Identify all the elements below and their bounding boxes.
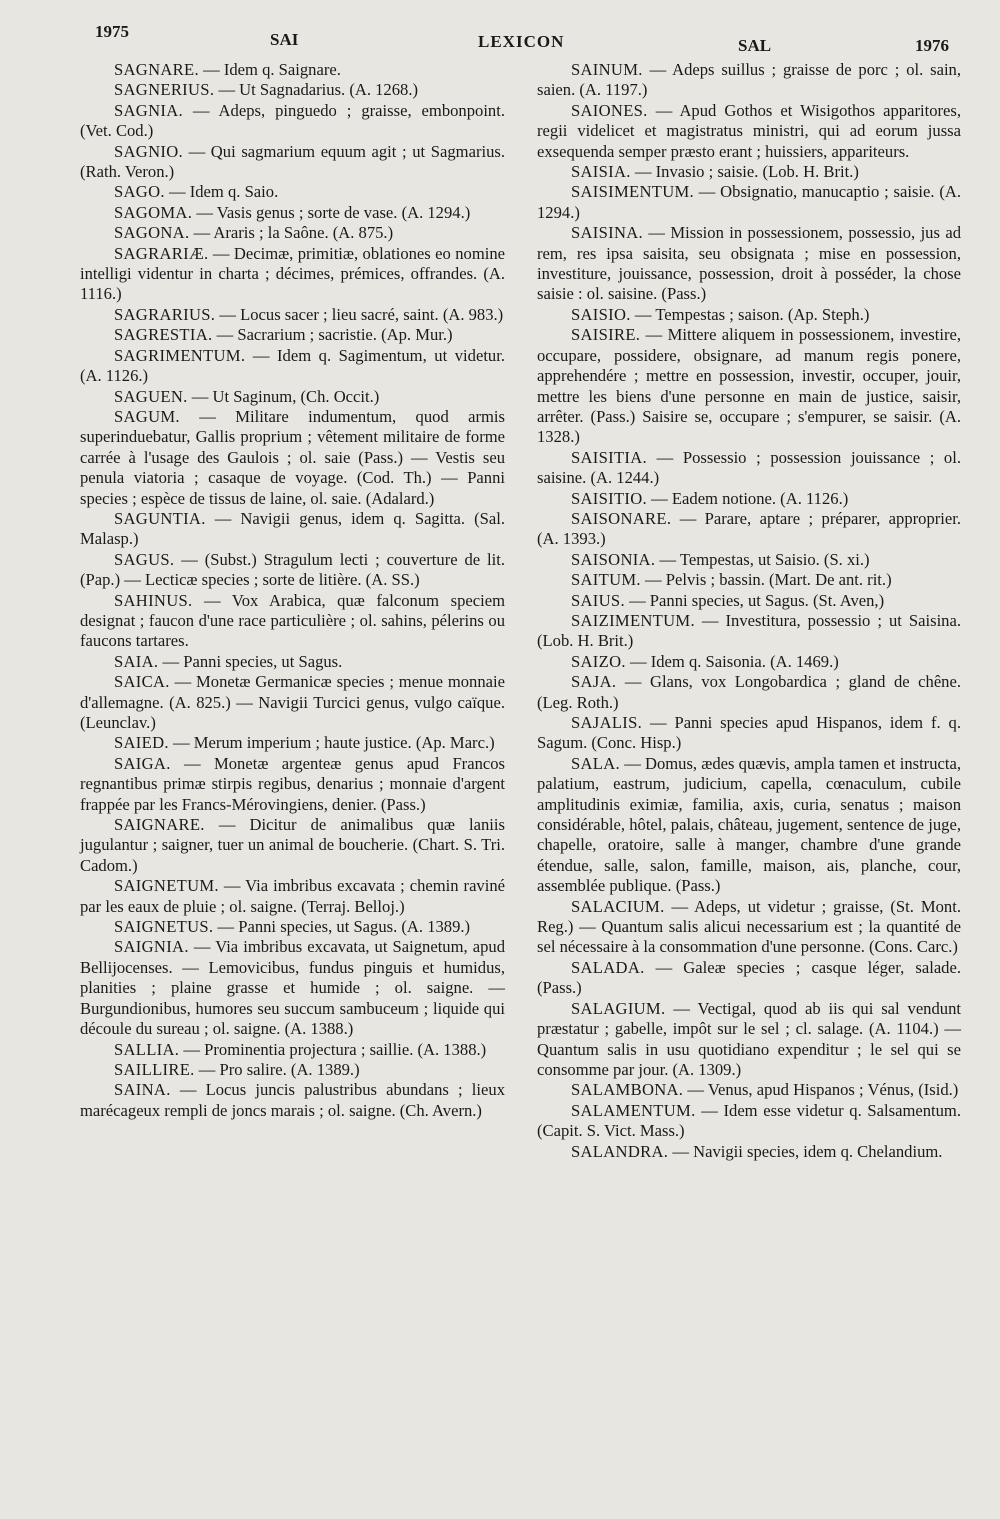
dictionary-entry bbox=[537, 958, 961, 999]
entry-definition: — Ut Sagnadarius. (A. 1268.) bbox=[218, 80, 418, 100]
dictionary-entry bbox=[80, 1080, 505, 1121]
dictionary-entry bbox=[537, 182, 961, 223]
entry-headword: SALLIA. bbox=[114, 1039, 180, 1059]
page-title: LEXICON bbox=[478, 32, 565, 51]
page-header bbox=[0, 0, 1000, 60]
left-column bbox=[80, 60, 505, 1121]
entry-headword: SAITUM. bbox=[571, 570, 641, 590]
entry-headword: SAINA. bbox=[114, 1080, 171, 1100]
entry-headword: SAGNERIUS. bbox=[114, 80, 215, 100]
entry-headword: SAHINUS. bbox=[114, 590, 193, 610]
entry-definition: — Idem q. Saio. bbox=[168, 182, 279, 202]
entry-definition: — Qui sagmarium equum agit ; ut Sagmarius. (Rath. Veron.) bbox=[80, 141, 505, 182]
dictionary-entry bbox=[80, 754, 505, 815]
dictionary-entry bbox=[537, 652, 961, 672]
dictionary-entry bbox=[80, 305, 505, 325]
entry-headword: SAJALIS. bbox=[571, 713, 643, 732]
dictionary-entry bbox=[80, 182, 505, 202]
dictionary-entry bbox=[537, 570, 961, 590]
entry-definition: — Apud Gothos et Wisigothos apparitores, regii videlicet et magistratus ministri, qui ad eorum jussa exsequenda semper præsto erant ; huissiers, appariteurs. bbox=[537, 100, 961, 161]
entry-headword: SAIGA. bbox=[114, 753, 171, 773]
entry-definition: — Galeæ species ; casque léger, salade. (Pass.) bbox=[537, 957, 961, 998]
entry-definition: — Monetæ Germanicæ species ; menue monnaie d'allemagne. (A. 825.) — Navigii Turcici genus, vulgo caïque. (Leunclav.) bbox=[80, 672, 505, 732]
entry-definition: — Investitura, possessio ; ut Saisina. (Lob. H. Brit.) bbox=[537, 610, 961, 651]
entry-headword: SAGRIMENTUM. bbox=[114, 345, 246, 365]
dictionary-entry bbox=[80, 591, 505, 652]
entry-definition: — Mittere aliquem in possessionem, investire, occupare, possidere, obsignare, ad manum regis ponere, apprehendére ; mettre en possession, investir, occuper, jouir, mettre les biens d'une personne en main de justice, saisir, arrêter. (Pass.) Saisire se, occupare ; s'empurer, se saisir. (A. 1328.) bbox=[537, 325, 961, 447]
entry-headword: SAISONARE. bbox=[571, 508, 672, 528]
entry-headword: SAISINA. bbox=[571, 223, 644, 243]
entry-definition: — Panni species, ut Sagus. (St. Aven,) bbox=[629, 590, 885, 610]
entry-definition: — Eadem notione. (A. 1126.) bbox=[651, 488, 849, 508]
entry-headword: SAGUM. bbox=[114, 406, 180, 426]
entry-headword: SAGNIO. bbox=[114, 141, 183, 161]
dictionary-entry bbox=[537, 509, 961, 550]
entry-headword: SAIA. bbox=[114, 651, 159, 671]
entry-definition: — (Subst.) Stragulum lecti ; couverture de lit. (Pap.) — Lecticæ species ; sorte de litière. (A. SS.) bbox=[80, 549, 505, 590]
entry-headword: SAIGNARE. bbox=[114, 815, 205, 835]
entry-headword: SAGRARIUS. bbox=[114, 304, 216, 324]
dictionary-entry bbox=[80, 815, 505, 876]
entry-definition: — Prominentia projectura ; saillie. (A. 1388.) bbox=[183, 1039, 487, 1059]
entry-definition: — Panni species, ut Sagus. (A. 1389.) bbox=[217, 917, 471, 937]
entry-definition: — Panni species, ut Sagus. bbox=[162, 651, 343, 671]
entry-definition: — Monetæ argenteæ genus apud Francos regnantibus primæ stirpis regibus, denarius ; monnaie d'argent frappée par les Francs-Mérovingiens, denier. (Pass.) bbox=[80, 753, 505, 814]
entry-definition: — Possessio ; possession jouissance ; ol. saisine. (A. 1244.) bbox=[537, 447, 961, 488]
entry-headword: SAIZO. bbox=[571, 651, 626, 671]
entry-headword: SAJA. bbox=[571, 672, 617, 692]
entry-headword: SAIGNETUM. bbox=[114, 876, 219, 896]
entry-definition: — Obsignatio, manucaptio ; saisie. (A. 1294.) bbox=[537, 182, 961, 222]
entry-definition: — Panni species apud Hispanos, idem f. q. Sagum. (Conc. Hisp.) bbox=[537, 713, 961, 753]
entry-definition: — Tempestas, ut Saisio. (S. xi.) bbox=[659, 549, 870, 569]
entry-headword: SALAMENTUM. bbox=[571, 1100, 696, 1120]
dictionary-entry bbox=[537, 591, 961, 611]
dictionary-entry bbox=[80, 550, 505, 591]
entry-definition: — Ut Saginum, (Ch. Occit.) bbox=[191, 386, 380, 406]
entry-definition: — Merum imperium ; haute justice. (Ap. Marc.) bbox=[172, 733, 495, 753]
page-number-left: 1975 bbox=[95, 22, 129, 41]
dictionary-entry bbox=[80, 346, 505, 387]
dictionary-entry bbox=[80, 937, 505, 1039]
entry-headword: SAICA. bbox=[114, 672, 170, 692]
entry-headword: SAGONA. bbox=[114, 223, 190, 243]
dictionary-entry bbox=[80, 60, 505, 80]
dictionary-entry bbox=[537, 713, 961, 754]
entry-definition: — Vasis genus ; sorte de vase. (A. 1294.) bbox=[196, 202, 471, 222]
entry-definition: — Idem q. Saisonia. (A. 1469.) bbox=[629, 651, 839, 671]
entry-definition: — Via imbribus excavata ; chemin raviné par les eaux de pluie ; ol. saigne. (Terraj. Belloj.) bbox=[80, 876, 506, 916]
dictionary-entry bbox=[537, 550, 961, 570]
dictionary-entry bbox=[80, 733, 505, 753]
entry-headword: SALADA. bbox=[571, 957, 645, 977]
entry-headword: SAIGNETUS. bbox=[114, 917, 214, 937]
dictionary-entry bbox=[80, 244, 505, 305]
entry-headword: SAGO. bbox=[114, 182, 165, 202]
dictionary-entry bbox=[537, 60, 961, 101]
entry-headword: SAGUEN. bbox=[114, 386, 188, 406]
entry-headword: SAINUM. bbox=[571, 60, 643, 79]
entry-definition: — Locus juncis palustribus abundans ; lieux marécageux rempli de joncs marais ; ol. saigne. (Ch. Avern.) bbox=[80, 1080, 505, 1120]
dictionary-entry bbox=[80, 876, 505, 917]
entry-headword: SAGUNTIA. bbox=[114, 508, 206, 528]
entry-definition: — Idem esse videtur q. Salsamentum. (Capit. S. Vict. Mass.) bbox=[537, 1100, 961, 1141]
dictionary-entry bbox=[537, 223, 961, 305]
entry-headword: SAGOMA. bbox=[114, 202, 193, 222]
entry-definition: — Vectigal, quod ab iis qui sal vendunt præstatur ; gabelle, impôt sur le sel ; cl. salage. (A. 1104.) — Quantum salis in usu quotidiano expenditur ; le sel qui se consomme par jour. (A. 1309.) bbox=[537, 998, 961, 1079]
entry-definition: — Invasio ; saisie. (Lob. H. Brit.) bbox=[634, 162, 859, 182]
dictionary-entry bbox=[80, 101, 505, 142]
dictionary-entry bbox=[80, 80, 505, 100]
page-number-right: 1976 bbox=[915, 36, 949, 55]
entry-definition: — Idem q. Sagimentum, ut videtur. (A. 1126.) bbox=[80, 345, 505, 386]
entry-headword: SAISIMENTUM. bbox=[571, 182, 694, 202]
running-head-left: SAI bbox=[270, 30, 299, 49]
entry-headword: SAISITIA. bbox=[571, 447, 647, 467]
dictionary-entry bbox=[80, 672, 505, 733]
dictionary-entry bbox=[537, 162, 961, 182]
entry-definition: — Mission in possessionem, possessio, jus ad rem, res ipsa saisita, seu obsignata ; mise en possession, investiture, jouissance, possession, droit à posséder, la chose saisie : ol. saisine. (Pass.) bbox=[537, 223, 961, 304]
entry-headword: SALAMBONA. bbox=[571, 1080, 684, 1100]
dictionary-entry bbox=[80, 142, 505, 183]
entry-definition: — Parare, aptare ; préparer, approprier. (A. 1393.) bbox=[537, 508, 961, 549]
entry-definition: — Tempestas ; saison. (Ap. Steph.) bbox=[634, 304, 870, 324]
dictionary-entry bbox=[537, 754, 961, 897]
entry-headword: SAISONIA. bbox=[571, 549, 656, 569]
dictionary-entry bbox=[80, 223, 505, 243]
entry-headword: SAIUS. bbox=[571, 590, 625, 610]
entry-definition: — Glans, vox Longobardica ; gland de chêne. (Leg. Roth.) bbox=[537, 672, 961, 712]
entry-definition: — Araris ; la Saône. (A. 875.) bbox=[193, 223, 394, 243]
dictionary-entry bbox=[80, 509, 505, 550]
dictionary-entry bbox=[80, 1040, 505, 1060]
entry-definition: — Locus sacer ; lieu sacré, saint. (A. 983.) bbox=[219, 304, 504, 324]
entry-definition: — Via imbribus excavata, ut Saignetum, apud Bellijocenses. — Lemovicibus, fundus pinguis et humidus, planities ; plaine grasse et humide ; ol. saigne. — Burgundionibus, humores seu succum sambuceum ; liquide qui découle du sureau ; ol. saigne. (A. 1388.) bbox=[80, 937, 505, 1039]
dictionary-entry bbox=[80, 652, 505, 672]
entry-headword: SAGRARIÆ. bbox=[114, 243, 209, 263]
dictionary-entry bbox=[80, 917, 505, 937]
dictionary-entry bbox=[537, 1080, 961, 1100]
dictionary-entry bbox=[537, 897, 961, 958]
entry-headword: SALACIUM. bbox=[571, 896, 665, 916]
dictionary-entry bbox=[537, 305, 961, 325]
entry-headword: SAIZIMENTUM. bbox=[571, 610, 695, 630]
entry-headword: SAIED. bbox=[114, 733, 169, 753]
dictionary-entry bbox=[537, 672, 961, 713]
entry-headword: SALAGIUM. bbox=[571, 998, 666, 1018]
dictionary-entry bbox=[80, 407, 505, 509]
dictionary-entry bbox=[80, 203, 505, 223]
entry-definition: — Idem q. Saignare. bbox=[203, 60, 341, 79]
dictionary-entry bbox=[537, 1142, 961, 1162]
entry-headword: SAIGNIA. bbox=[114, 937, 189, 957]
dictionary-entry bbox=[537, 489, 961, 509]
entry-definition: — Adeps, ut videtur ; graisse, (St. Mont. Reg.) — Quantum salis alicui necessarium est ; la quantité de sel nécessaire à la consommation d'une personne. (Cons. Carc.) bbox=[537, 896, 961, 957]
right-column bbox=[537, 60, 961, 1162]
entry-definition: — Sacrarium ; sacristie. (Ap. Mur.) bbox=[216, 325, 453, 345]
entry-headword: SAGUS. bbox=[114, 549, 175, 569]
dictionary-entry bbox=[80, 387, 505, 407]
entry-definition: — Domus, ædes quævis, ampla tamen et instructa, palatium, eastrum, judicium, capella, cœnaculum, cubile amplitudinis eximiæ, familia, axis, curia, senatus ; maison considérable, hôtel, palais, château, jugement, sentence de juge, chapelle, oratoire, salle à manger, chambre d'une grande étendue, salle, salon, famille, maison, ais, planche, cour, assemblée publique. (Pass.) bbox=[537, 753, 961, 896]
dictionary-entry bbox=[80, 1060, 505, 1080]
entry-headword: SAIONES. bbox=[571, 100, 648, 120]
dictionary-entry bbox=[537, 999, 961, 1081]
entry-headword: SALANDRA. bbox=[571, 1141, 669, 1161]
dictionary-entry bbox=[80, 325, 505, 345]
entry-headword: SAGRESTIA. bbox=[114, 325, 213, 345]
entry-headword: SAISIA. bbox=[571, 162, 631, 182]
entry-definition: — Venus, apud Hispanos ; Vénus, (Isid.) bbox=[687, 1080, 959, 1100]
entry-definition: — Navigii genus, idem q. Sagitta. (Sal. Malasp.) bbox=[80, 508, 506, 549]
dictionary-entry bbox=[537, 325, 961, 447]
entry-headword: SAISITIO. bbox=[571, 488, 647, 508]
entry-definition: — Decimæ, primitiæ, oblationes eo nomine intelligi videntur in charta ; décimes, prémices, offrandes. (A. 1116.) bbox=[80, 243, 506, 304]
entry-definition: — Navigii species, idem q. Chelandium. bbox=[672, 1141, 943, 1161]
entry-headword: SAISIRE. bbox=[571, 325, 641, 345]
entry-headword: SAISIO. bbox=[571, 304, 631, 324]
entry-headword: SALA. bbox=[571, 753, 620, 773]
entry-definition: — Adeps suillus ; graisse de porc ; ol. sain, saien. (A. 1197.) bbox=[537, 60, 961, 100]
entry-definition: — Pro salire. (A. 1389.) bbox=[198, 1059, 360, 1079]
entry-headword: SAGNIA. bbox=[114, 100, 183, 120]
dictionary-entry bbox=[537, 1101, 961, 1142]
entry-definition: — Pelvis ; bassin. (Mart. De ant. rit.) bbox=[645, 570, 892, 590]
entry-headword: SAILLIRE. bbox=[114, 1059, 195, 1079]
entry-definition: — Militare indumentum, quod armis superinduebatur, Gallis proprium ; vêtement militaire de forme carrée à l'usage des Gaulois ; ol. saie (Pass.) — Vestis seu penula viatoria ; casaque de voyage. (Cod. Th.) — Panni species ; espèce de tissus de laine, ol. saie. (Adalard.) bbox=[80, 406, 505, 508]
entry-headword: SAGNARE. bbox=[114, 60, 199, 79]
entry-definition: — Dicitur de animalibus quæ laniis jugulantur ; saigner, tuer un animal de boucherie. (Chart. S. Tri. Cadom.) bbox=[80, 815, 505, 875]
entry-definition: — Vox Arabica, quæ falconum speciem designat ; faucon d'une race particulière ; ol. sahins, pélerins ou faucons tartares. bbox=[80, 590, 505, 651]
dictionary-entry bbox=[537, 448, 961, 489]
running-head-right: SAL bbox=[738, 36, 772, 55]
dictionary-entry bbox=[537, 101, 961, 162]
dictionary-entry bbox=[537, 611, 961, 652]
entry-definition: — Adeps, pinguedo ; graisse, embonpoint. (Vet. Cod.) bbox=[80, 100, 505, 141]
